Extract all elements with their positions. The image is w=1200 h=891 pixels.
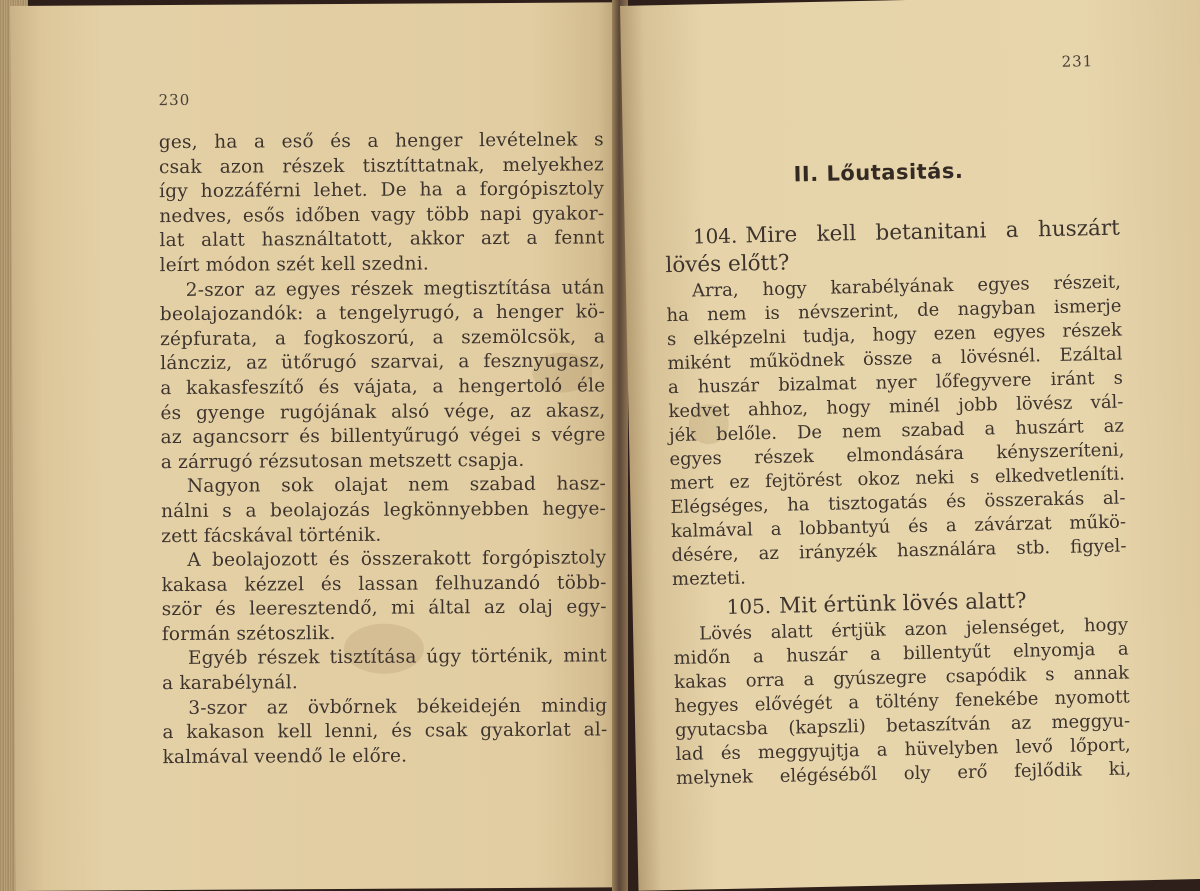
text-line: désére, az irányzék használára stb. figyel- bbox=[671, 535, 1127, 567]
page-number-right: 231 bbox=[1061, 52, 1094, 71]
text-line: a kakason kell lenni, és csak gyakorlat al- bbox=[162, 719, 608, 744]
text-line: nálni s a beolajozás legkönnyebben hegye- bbox=[161, 498, 607, 522]
right-page bbox=[620, 0, 1200, 891]
question-number: 105. bbox=[726, 593, 772, 619]
text-line: Egyéb részek tisztítása úgy történik, mint bbox=[187, 645, 608, 670]
question-104-cont: lövés előtt? bbox=[665, 250, 790, 279]
text-line: miként működnek össze a lövésnél. Ezáltal bbox=[667, 343, 1123, 375]
text-line: hegyes elővégét a töltény fenekébe nyomott bbox=[674, 686, 1130, 718]
text-line: zépfurata, a fogkoszorú, a szemölcsök, a bbox=[159, 326, 606, 350]
text-line: kalmával a lobbantyú és a závárzat műkö- bbox=[670, 511, 1127, 543]
text-line: az agancsorr és billentyűrugó végei s végre bbox=[160, 424, 606, 449]
section-heading: II. Lőutasitás. bbox=[793, 158, 964, 187]
text-line: melynek elégéséből oly erő fejlődik ki, bbox=[675, 758, 1132, 789]
text-line: a kakasfeszítő és vájata, a hengertoló éle bbox=[160, 375, 606, 400]
text-line: Arra, hogy karabélyának egyes részeit, bbox=[691, 271, 1122, 302]
right-page-text bbox=[665, 214, 1132, 791]
text-line: kakas orra a gyúszegre csapódik s annak bbox=[673, 662, 1130, 694]
text-line: kakasa kézzel és lassan felhuzandó több- bbox=[161, 572, 607, 596]
text-line: csak azon részek tisztíttatnak, melyekhez bbox=[158, 153, 605, 178]
text-line: beolajozandók: a tengelyrugó, a henger kö- bbox=[159, 301, 605, 326]
left-page bbox=[10, 2, 627, 891]
text-line: jék belőle. De nem szabad a huszárt az bbox=[668, 415, 1125, 447]
text-line: mert ez fejtörést okoz neki s elkedvetleníti. bbox=[669, 463, 1126, 495]
text-line: ször és leeresztendő, mi által az olaj egy- bbox=[161, 596, 607, 621]
text-line: A beolajozott és összerakott forgópisztoly bbox=[187, 547, 607, 572]
text-line: a zárrugó rézsutosan metszett csapja. bbox=[160, 449, 525, 473]
text-line: leírt módon szét kell szedni. bbox=[159, 253, 429, 277]
text-line: midőn a huszár a billentyűt elnyomja a bbox=[673, 638, 1129, 670]
left-page-text bbox=[159, 128, 608, 770]
text-line: a huszár bizalmat nyer lőfegyvere iránt s bbox=[667, 367, 1124, 399]
question-number: 104. bbox=[692, 223, 738, 249]
text-line: 3-szor az övbőrnek békeidején mindig bbox=[188, 695, 608, 719]
text-line: nedves, esős időben vagy több napi gyakor- bbox=[159, 203, 605, 227]
text-line: mezteti. bbox=[671, 567, 747, 591]
page-number-left: 230 bbox=[158, 90, 191, 110]
text-line: ha nem is névszerint, de nagyban ismerje bbox=[666, 295, 1122, 327]
text-line: zett fácskával történik. bbox=[161, 524, 382, 547]
text-line: Elégséges, ha tisztogatás és összerakás al- bbox=[670, 487, 1126, 519]
text-line: lat alatt használtatott, akkor azt a fennt bbox=[159, 227, 605, 252]
text-line: gyutacsba (kapszli) betaszítván az meggyu- bbox=[674, 710, 1131, 742]
text-line: kedvet ahhoz, hogy minél jobb lövész vál- bbox=[668, 391, 1124, 423]
text-line: formán szétoszlik. bbox=[161, 622, 336, 645]
text-line: ges, ha a eső és a henger levételnek s bbox=[158, 129, 604, 154]
question-text: Mit értünk lövés alatt? bbox=[778, 588, 1027, 619]
text-line: lad és meggyujtja a hüvelyben levő lőport, bbox=[675, 734, 1131, 765]
text-line: s elképzelni tudja, hogy ezen egyes részek bbox=[666, 319, 1123, 351]
text-line: és gyenge rugójának alsó vége, az akasz, bbox=[160, 399, 606, 424]
text-line: a karabélynál. bbox=[162, 672, 298, 695]
text-line: Nagyon sok olajat nem szabad hasz- bbox=[186, 473, 606, 498]
text-line: így hozzáférni lehet. De ha a forgópisztoly bbox=[159, 178, 605, 203]
text-line: egyes részek elmondására kényszeríteni, bbox=[669, 439, 1125, 471]
text-line: láncziz, az ütőrugó szarvai, a fesznyugasz, bbox=[160, 350, 606, 375]
text-line: kalmával veendő le előre. bbox=[162, 745, 408, 768]
text-line: Lövés alatt értjük azon jelenséget, hogy bbox=[698, 614, 1129, 645]
text-line: 2-szor az egyes részek megtisztítása után bbox=[185, 276, 605, 301]
question-text: Mire kell betanitani a huszárt bbox=[745, 215, 1121, 249]
